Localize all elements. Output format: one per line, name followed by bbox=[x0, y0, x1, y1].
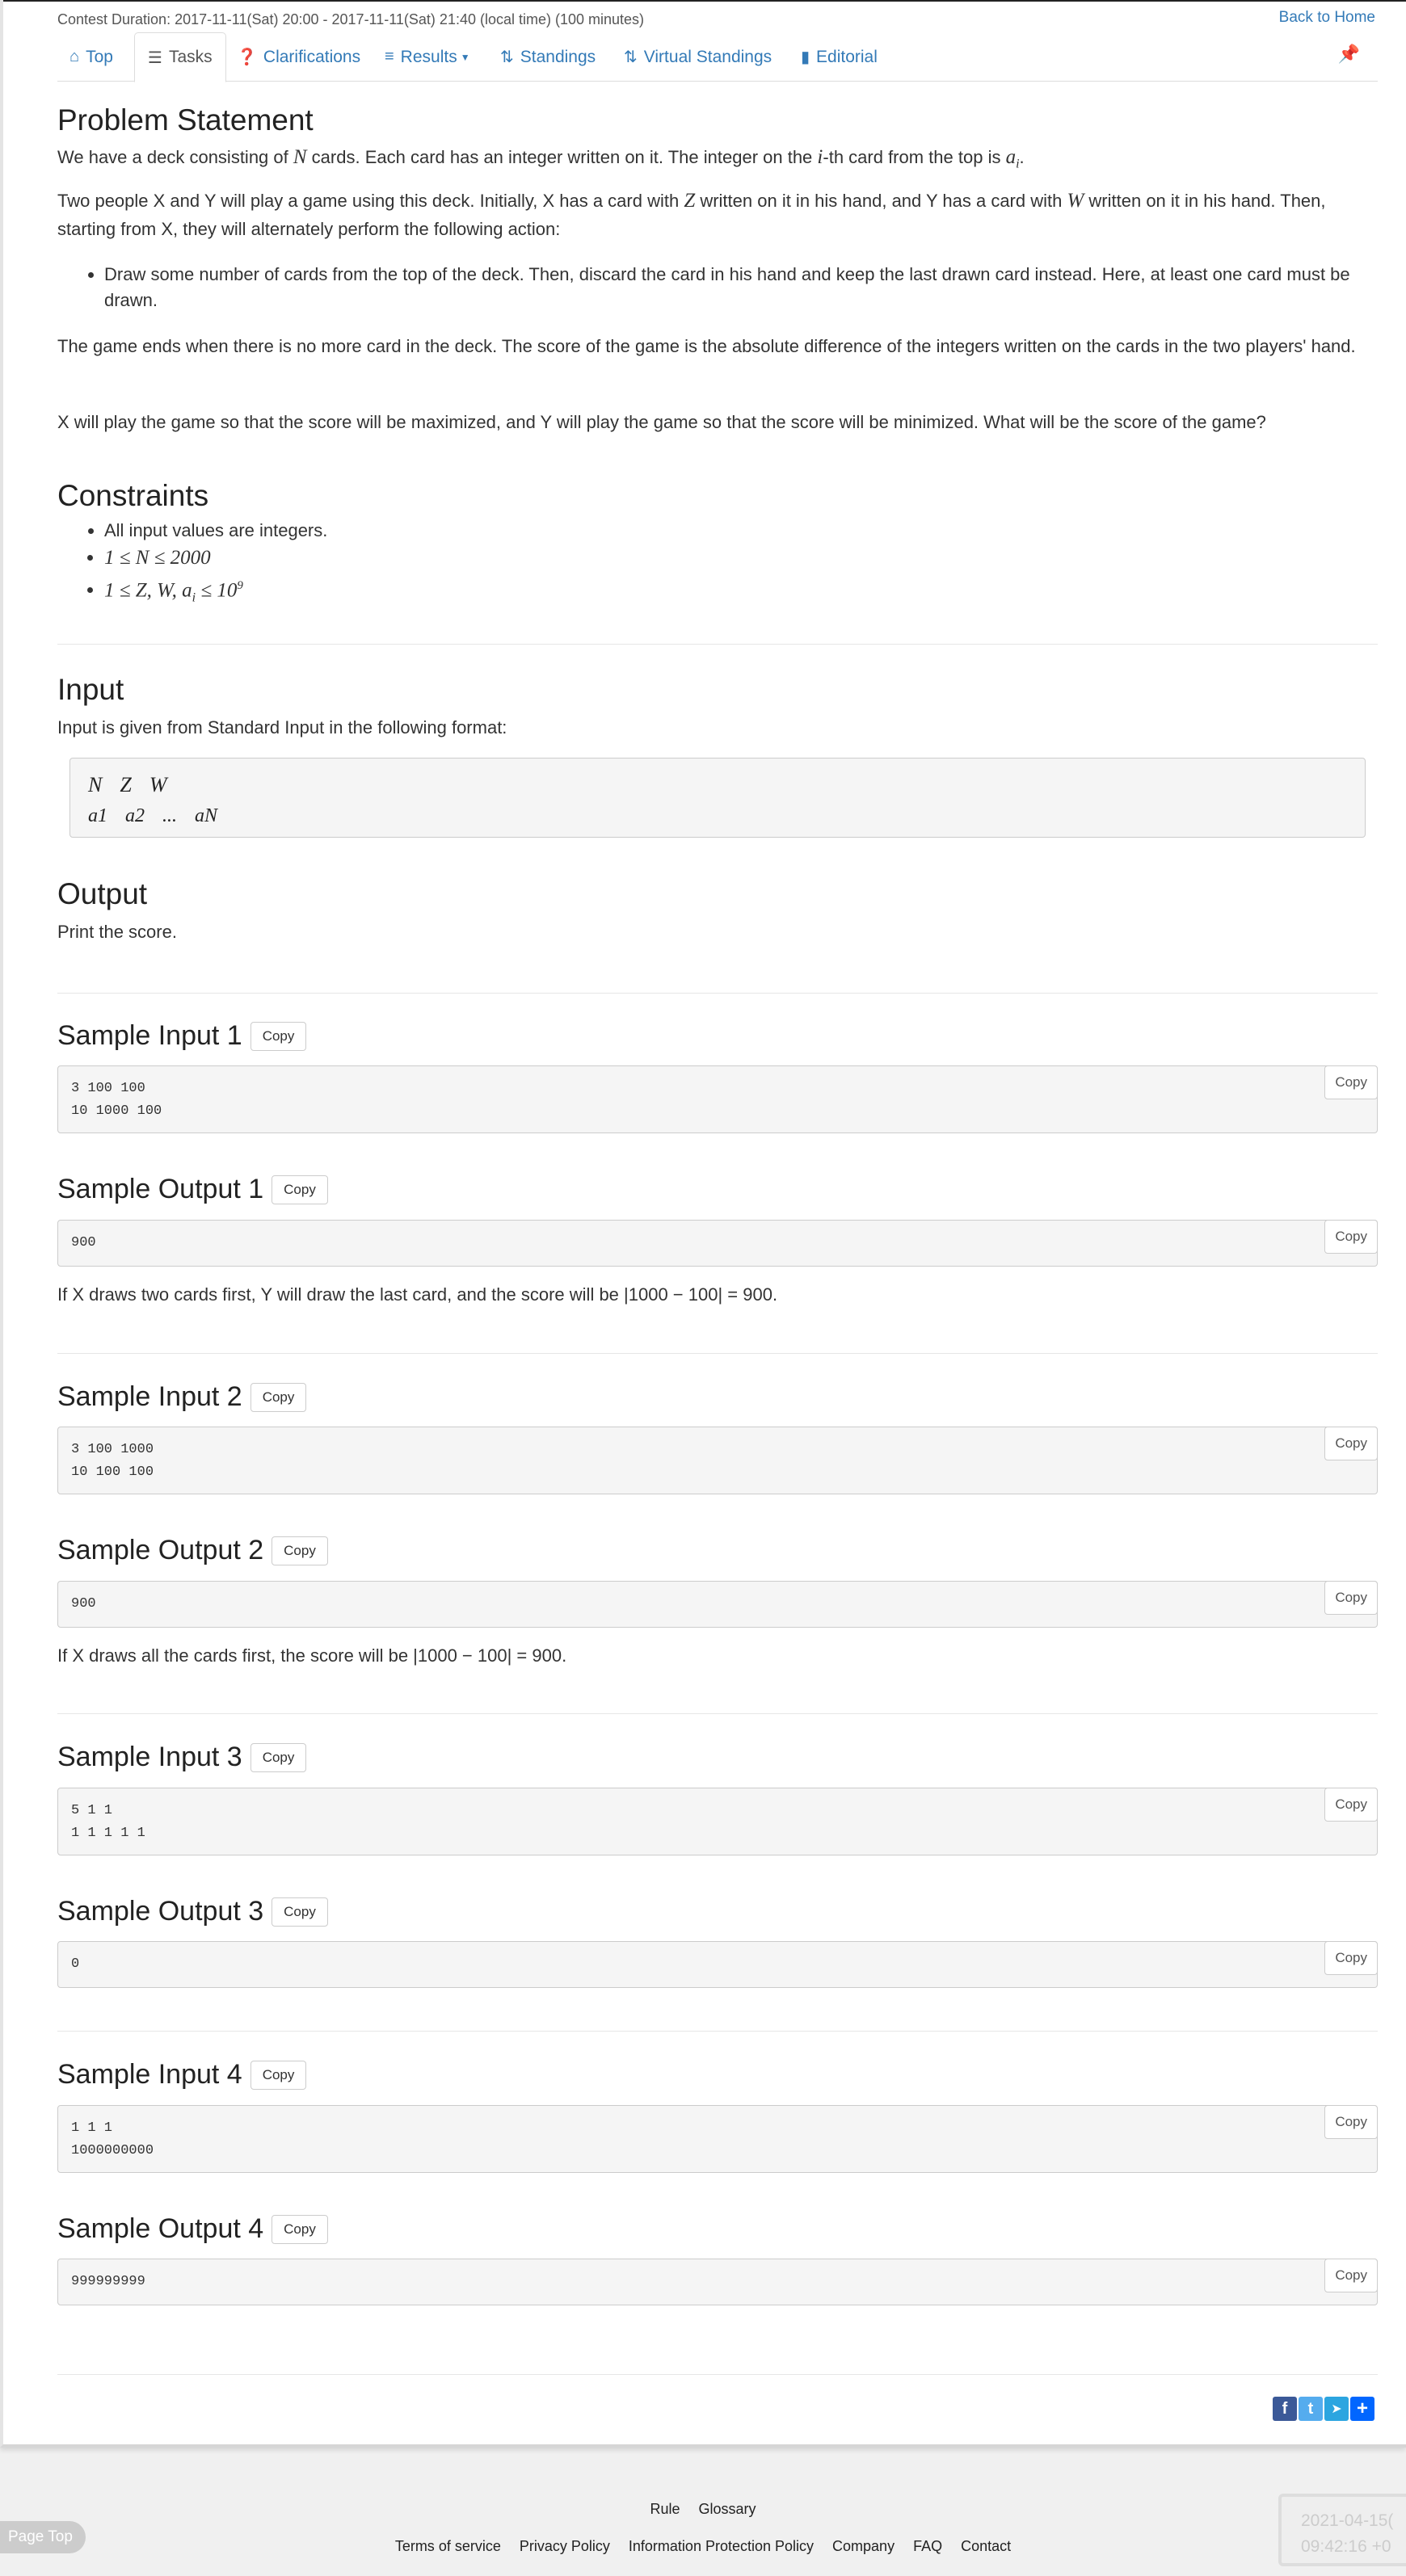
question-circle-icon: ❓ bbox=[237, 48, 257, 66]
sample-output-3-header bbox=[57, 1896, 328, 1927]
list-item: • Draw some number of cards from the top of the deck. Then, discard the card in his hand and keep the last drawn card instead. Here, at least one card must be drawn. bbox=[104, 262, 1378, 313]
sample-output-1-block bbox=[57, 1220, 1378, 1267]
telegram-icon[interactable]: ➤ bbox=[1324, 2397, 1349, 2421]
tab-editorial[interactable] bbox=[801, 32, 878, 82]
action-list bbox=[57, 262, 1378, 313]
copy-button[interactable]: Copy bbox=[272, 2215, 328, 2244]
tab-editorial-label: Editorial bbox=[816, 47, 878, 66]
sample-output-4-content: 999999999 bbox=[71, 2274, 145, 2289]
output-description: Print the score. bbox=[57, 922, 177, 942]
copy-button[interactable]: Copy bbox=[1324, 1788, 1378, 1822]
input-heading: Input bbox=[57, 673, 124, 706]
home-icon: ⌂ bbox=[69, 48, 80, 65]
divider bbox=[57, 644, 1378, 645]
top-border bbox=[3, 0, 1406, 2]
sample-input-1-block bbox=[57, 1065, 1378, 1133]
page-top-button[interactable]: Page Top bbox=[0, 2521, 86, 2553]
sample-output-4-block bbox=[57, 2259, 1378, 2305]
list-item: • 1 ≤ Z, W, $a_i \le 10^9$ bbox=[104, 572, 1378, 611]
footer-link-info-protection[interactable]: Information Protection Policy bbox=[628, 2538, 815, 2554]
copy-button[interactable]: Copy bbox=[1324, 1427, 1378, 1460]
tab-results[interactable] bbox=[385, 32, 470, 82]
sample-input-3-title: Sample Input 3 bbox=[57, 1742, 242, 1772]
constraints-heading: Constraints bbox=[57, 479, 209, 512]
tab-standings-label: Standings bbox=[520, 47, 596, 66]
copy-button[interactable]: Copy bbox=[272, 1536, 328, 1565]
copy-button[interactable]: Copy bbox=[250, 1743, 307, 1772]
copy-button[interactable]: Copy bbox=[1324, 1220, 1378, 1254]
tasks-icon: ☰ bbox=[148, 48, 162, 67]
output-heading: Output bbox=[57, 877, 148, 910]
footer-links-row-1 bbox=[0, 2501, 1406, 2518]
problem-paragraph-3: The game ends when there is no more card in the deck. The score of the game is the absolute difference of the integers written on the cards in the two players' hand. bbox=[57, 336, 1356, 356]
sample-input-1-header bbox=[57, 1020, 306, 1052]
clock-date: 2021-04-15( bbox=[1301, 2511, 1394, 2530]
back-to-home-link[interactable]: Back to Home bbox=[1278, 9, 1375, 26]
footer-link-terms[interactable]: Terms of service bbox=[394, 2538, 501, 2554]
server-clock bbox=[1278, 2494, 1406, 2566]
sample-output-1-title: Sample Output 1 bbox=[57, 1174, 264, 1204]
tab-tasks[interactable] bbox=[134, 32, 226, 82]
facebook-icon[interactable]: f bbox=[1273, 2397, 1297, 2421]
footer-link-rule[interactable]: Rule bbox=[650, 2501, 680, 2517]
problem-paragraph-2: Two people X and Y will play a game using this deck. Initially, X has a card with Z written on it in his hand, and Y has a card with W written on it in his hand. Then, starting from X, they will alternately perform the following action: bbox=[57, 190, 1326, 239]
sample-output-3-content: 0 bbox=[71, 1956, 80, 1972]
input-format-block bbox=[69, 758, 1366, 838]
sample-input-4-header bbox=[57, 2059, 306, 2091]
copy-button[interactable]: Copy bbox=[1324, 1065, 1378, 1099]
sample-output-3-block bbox=[57, 1941, 1378, 1988]
sample-input-2-title: Sample Input 2 bbox=[57, 1381, 242, 1412]
contest-duration: Contest Duration: 2017-11-11(Sat) 20:00 - 2017-11-11(Sat) 21:40 (local time) (100 minutes) bbox=[57, 11, 645, 27]
divider bbox=[57, 2031, 1378, 2032]
constraints-list bbox=[57, 517, 1378, 611]
copy-button[interactable]: Copy bbox=[250, 1022, 307, 1051]
sort-icon: ⇅ bbox=[624, 48, 638, 66]
copy-button[interactable]: Copy bbox=[272, 1175, 328, 1204]
sample-output-3-title: Sample Output 3 bbox=[57, 1896, 264, 1927]
sample-input-3-header bbox=[57, 1742, 306, 1773]
sample-output-1-content: 900 bbox=[71, 1235, 96, 1250]
sample-input-1-content: 3 100 100 10 1000 100 bbox=[71, 1081, 162, 1119]
sample-input-4-block bbox=[57, 2105, 1378, 2173]
sample-1-explanation: If X draws two cards first, Y will draw the last card, and the score will be |1000 − 100| = 900. bbox=[57, 1284, 778, 1305]
tab-top-label: Top bbox=[86, 47, 113, 66]
copy-button[interactable]: Copy bbox=[1324, 1581, 1378, 1615]
caret-down-icon: ▼ bbox=[460, 51, 470, 63]
tab-virtual-standings[interactable] bbox=[624, 32, 772, 82]
tab-clarifications[interactable] bbox=[237, 32, 360, 82]
list-item: • All input values are integers. bbox=[104, 517, 1378, 544]
share-plus-icon[interactable]: + bbox=[1350, 2397, 1374, 2421]
sample-output-4-title: Sample Output 4 bbox=[57, 2213, 264, 2244]
format-row-2: a1 a2 ... aN bbox=[88, 805, 218, 826]
sample-2-explanation: If X draws all the cards first, the score will be |1000 − 100| = 900. bbox=[57, 1645, 567, 1666]
tab-virtual-standings-label: Virtual Standings bbox=[643, 47, 772, 66]
footer-links-row-2 bbox=[0, 2538, 1406, 2555]
input-description: Input is given from Standard Input in the following format: bbox=[57, 717, 507, 738]
divider bbox=[57, 993, 1378, 994]
clock-time: 09:42:16 +0 bbox=[1301, 2537, 1391, 2556]
sample-input-4-content: 1 1 1 1000000000 bbox=[71, 2120, 154, 2158]
divider bbox=[57, 1713, 1378, 1714]
social-share-buttons bbox=[1273, 2397, 1374, 2421]
book-icon: ▮ bbox=[801, 48, 810, 66]
sample-input-2-content: 3 100 1000 10 100 100 bbox=[71, 1442, 154, 1480]
problem-paragraph-1: We have a deck consisting of N cards. Each card has an integer written on it. The integer on the i-th card from the top is $a_i$. bbox=[57, 146, 1025, 171]
sample-input-3-content: 5 1 1 1 1 1 1 1 bbox=[71, 1803, 145, 1841]
format-row-1: N Z W bbox=[88, 773, 167, 796]
sample-input-1-title: Sample Input 1 bbox=[57, 1020, 242, 1051]
tab-standings[interactable] bbox=[500, 32, 596, 82]
copy-button[interactable]: Copy bbox=[250, 2061, 307, 2090]
tab-top[interactable] bbox=[69, 32, 113, 82]
pin-icon[interactable]: 📌 bbox=[1337, 44, 1360, 64]
footer-link-glossary[interactable]: Glossary bbox=[698, 2501, 756, 2517]
divider bbox=[57, 2374, 1378, 2375]
footer-link-contact[interactable]: Contact bbox=[961, 2538, 1012, 2554]
problem-paragraph-4: X will play the game so that the score will be maximized, and Y will play the game so that the score will be minimized. What will be the score of the game? bbox=[57, 412, 1266, 432]
sample-input-3-block bbox=[57, 1788, 1378, 1855]
sample-output-2-header bbox=[57, 1535, 328, 1566]
divider bbox=[57, 1353, 1378, 1354]
twitter-icon[interactable]: t bbox=[1299, 2397, 1323, 2421]
copy-button[interactable]: Copy bbox=[1324, 1941, 1378, 1975]
sample-output-4-header bbox=[57, 2213, 328, 2245]
sample-output-2-title: Sample Output 2 bbox=[57, 1535, 264, 1565]
nav-tabs bbox=[57, 32, 1378, 82]
sample-output-2-block bbox=[57, 1581, 1378, 1628]
tab-results-label: Results bbox=[400, 47, 457, 66]
sample-output-2-content: 900 bbox=[71, 1596, 96, 1612]
list-item: • 1 ≤ N ≤ 2000 bbox=[104, 544, 1378, 572]
problem-statement-heading: Problem Statement bbox=[57, 103, 314, 137]
sort-icon: ⇅ bbox=[500, 48, 514, 66]
footer-link-privacy[interactable]: Privacy Policy bbox=[519, 2538, 610, 2554]
sample-input-2-header bbox=[57, 1381, 306, 1413]
sample-input-4-title: Sample Input 4 bbox=[57, 2059, 242, 2090]
copy-button[interactable]: Copy bbox=[1324, 2105, 1378, 2139]
copy-button[interactable]: Copy bbox=[272, 1897, 328, 1927]
list-icon: ≡ bbox=[385, 48, 394, 65]
tab-tasks-label: Tasks bbox=[168, 48, 213, 66]
footer-link-company[interactable]: Company bbox=[832, 2538, 895, 2554]
sample-input-2-block bbox=[57, 1427, 1378, 1494]
tab-clarifications-label: Clarifications bbox=[263, 47, 361, 66]
copy-button[interactable]: Copy bbox=[1324, 2259, 1378, 2292]
sample-output-1-header bbox=[57, 1174, 328, 1205]
footer-link-faq[interactable]: FAQ bbox=[913, 2538, 943, 2554]
copy-button[interactable]: Copy bbox=[250, 1383, 307, 1412]
